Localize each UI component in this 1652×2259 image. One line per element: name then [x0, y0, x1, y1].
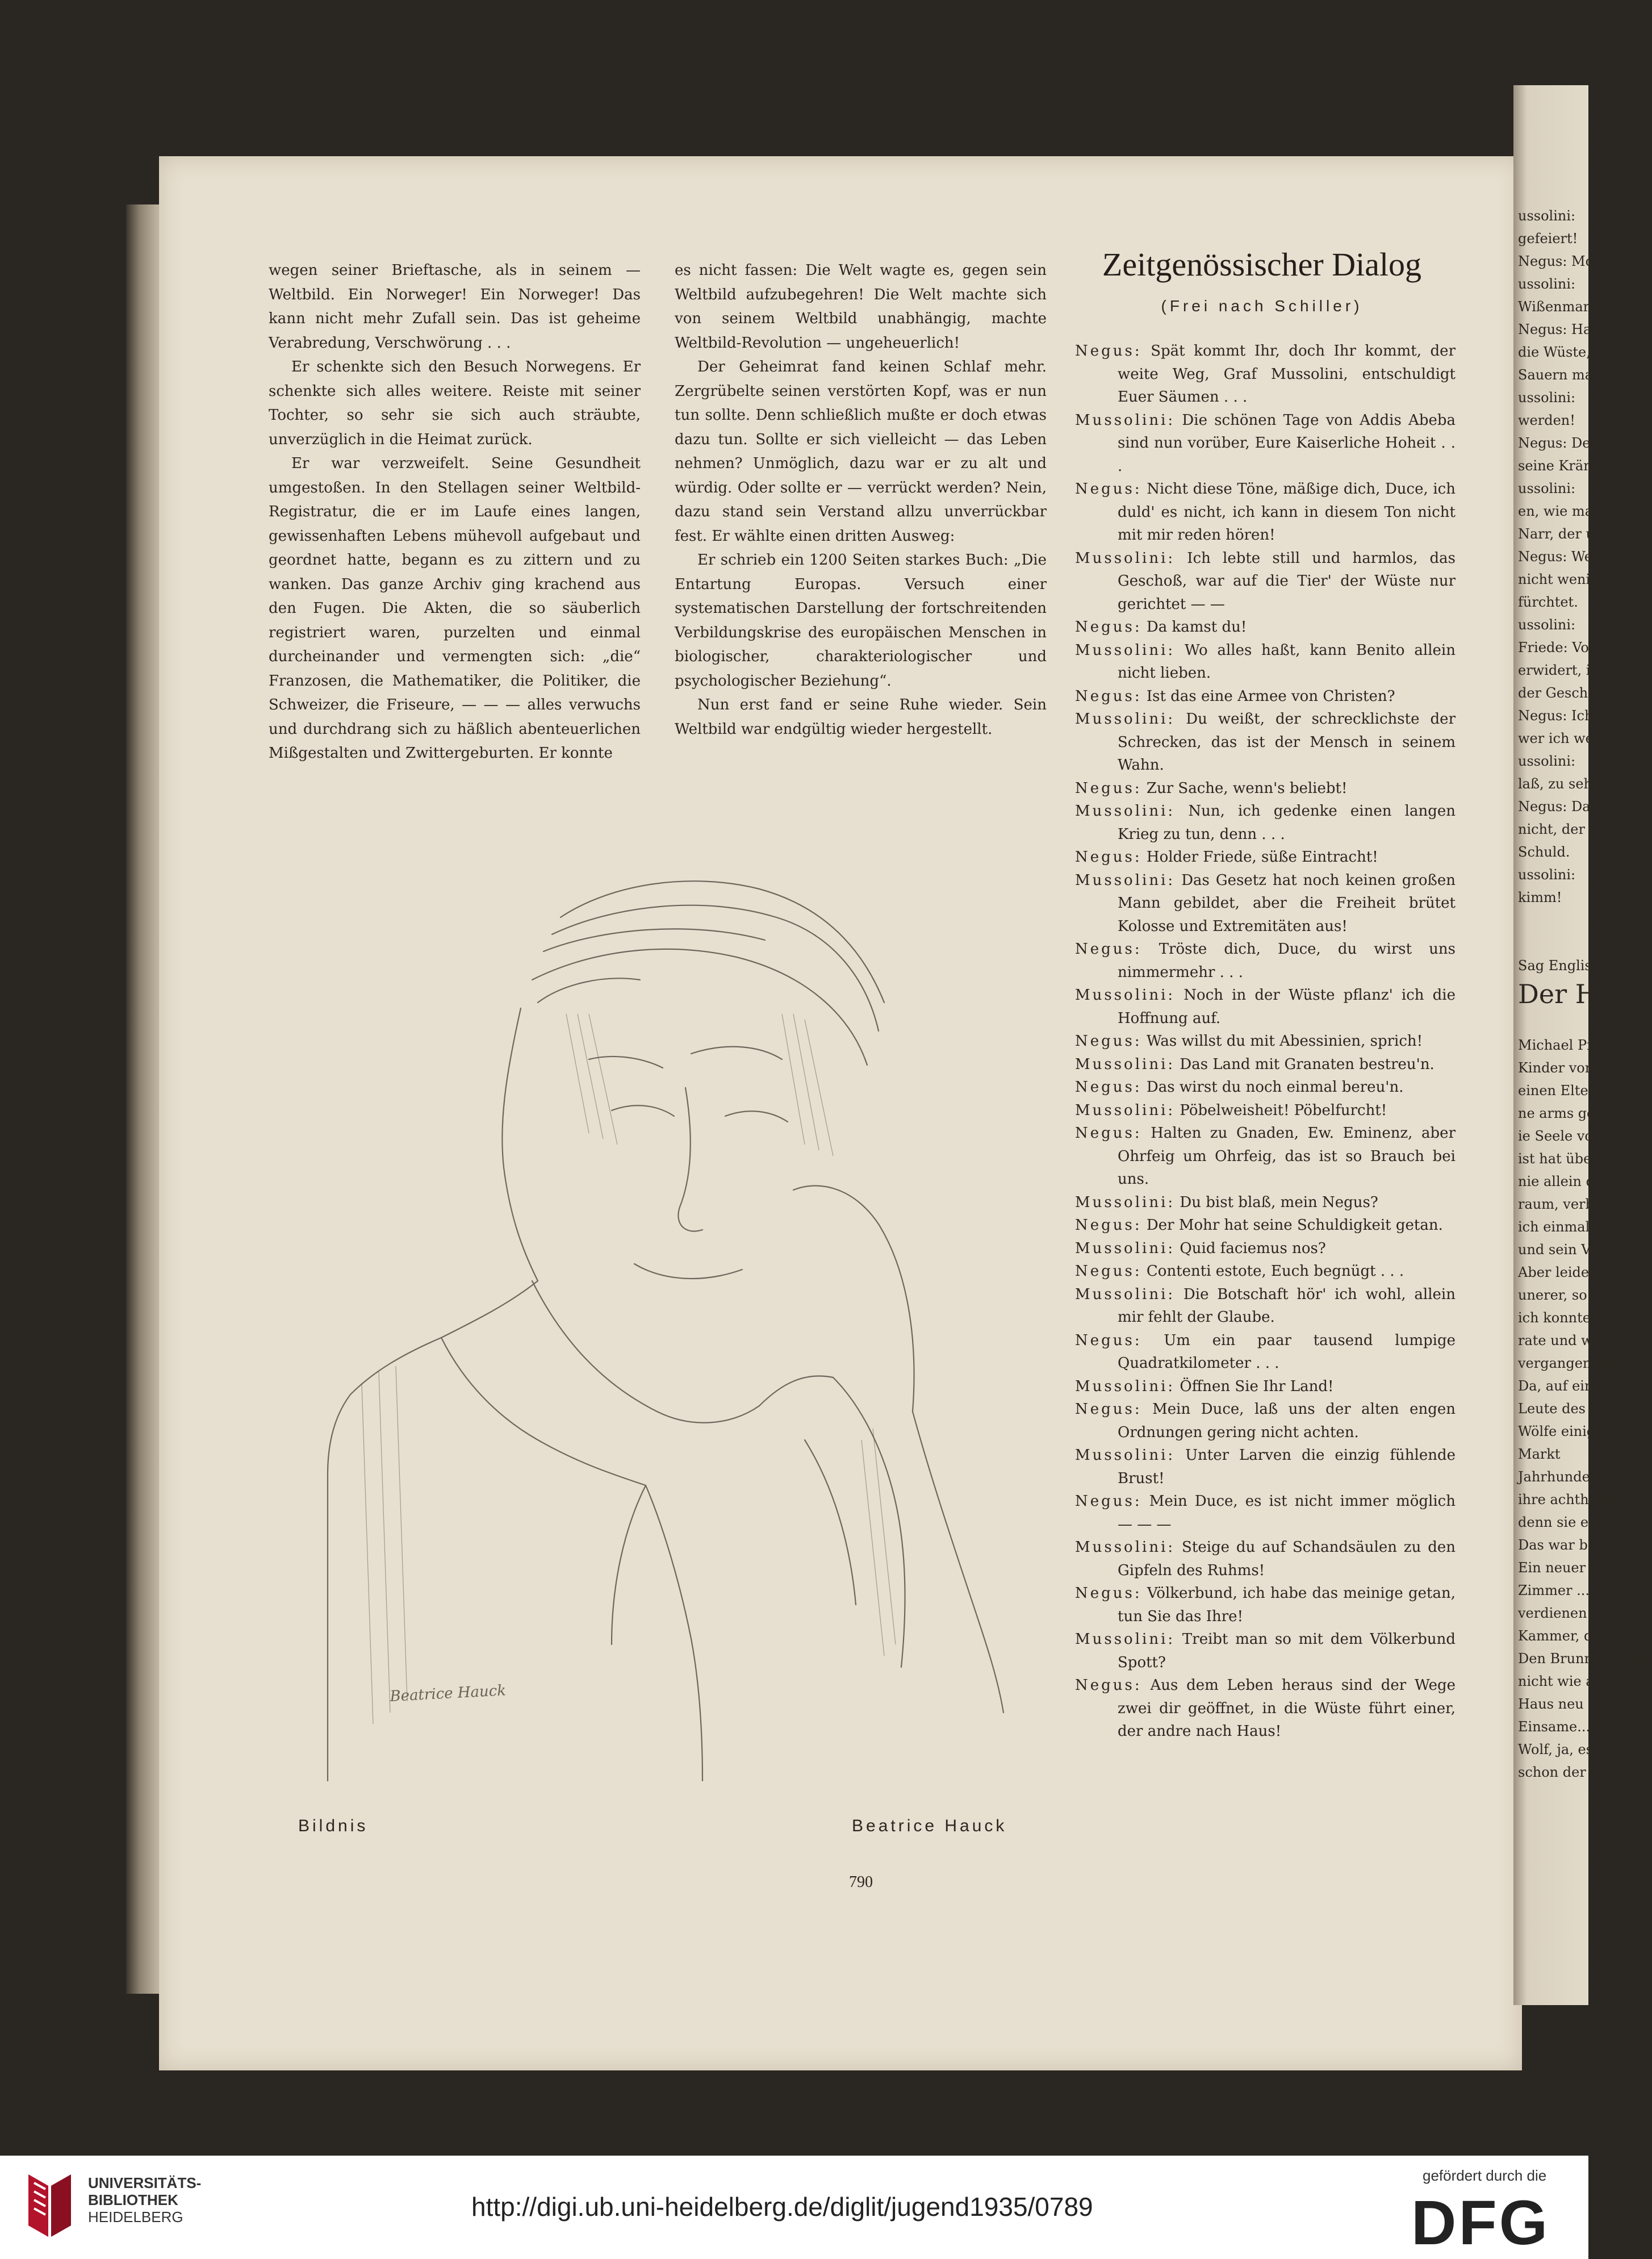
adjacent-page-line: erwidert, ich [1518, 662, 1607, 678]
adjacent-page-line: ne arms gebaut. [1518, 1105, 1630, 1121]
adjacent-page-line: nicht wie alle im [1518, 1673, 1633, 1689]
dialog-text: Zur Sache, wenn's beliebt! [1141, 779, 1348, 797]
adjacent-page-line: Jahrhundert [1518, 1469, 1602, 1485]
adjacent-page-line: ussolini: [1518, 276, 1576, 292]
speaker-name: Negus: [1075, 619, 1142, 636]
source-url-link[interactable]: http://digi.ub.uni-heidelberg.de/diglit/jugend1935/0789 [471, 2192, 1093, 2222]
dialog-text: Pöbelweisheit! Pöbelfurcht! [1175, 1101, 1387, 1119]
adjacent-page-line: Das war bei Pfe [1518, 1537, 1627, 1553]
adjacent-page-line: Kammer, decken, [1518, 1628, 1638, 1644]
adjacent-page-line: ussolini: [1518, 753, 1576, 769]
adjacent-page-line: Aber leider, [1518, 1264, 1599, 1280]
dialog-line [1075, 1283, 1456, 1329]
article-title: Zeitgenössischer Dialog [1102, 246, 1422, 283]
speaker-name: Negus: [1075, 343, 1142, 360]
adjacent-page-line: Negus: Das [1518, 799, 1597, 815]
dialog-line [1075, 777, 1456, 800]
dialog-text: Mein Duce, es ist nicht immer möglich — — — [1118, 1493, 1456, 1533]
adjacent-page-line: der Geschicht [1518, 685, 1615, 701]
adjacent-page-line: ich konnte, wenn [1518, 1310, 1637, 1326]
speaker-name: Mussolini: [1075, 711, 1176, 728]
dialog-line [1075, 1375, 1456, 1398]
adjacent-page-line: Negus: Dem [1518, 435, 1604, 451]
speaker-name: Negus: [1075, 687, 1142, 705]
adjacent-page-line: Negus: Ich [1518, 708, 1594, 724]
adjacent-page-line: Negus: Ha, [1518, 321, 1596, 337]
speaker-name: Negus: [1075, 1677, 1142, 1694]
adjacent-page-line: vergangen sind. [1518, 1355, 1629, 1371]
adjacent-page-line: seine Kränze [1518, 458, 1608, 474]
dialog-line [1075, 1444, 1456, 1490]
adjacent-page-line: nicht wenige [1518, 571, 1607, 587]
speaker-name: Mussolini: [1075, 1377, 1176, 1395]
speaker-name: Negus: [1075, 941, 1142, 958]
paragraph: Der Geheimrat fand keinen Schlaf mehr. Zergrübelte seinen verstörten Kopf, was er nun tun sollte. Denn schließlich mußte er doch etwas dazu tun. Sollte er sich vielleicht — das Leben nehmen? Unmöglich, dazu war er zu alt und würdig. Oder sollte er — verrückt werden? Nein, dazu stand sein Verstand allzu unverrückbar fest. Er wählte einen dritten Ausweg: [675, 358, 1047, 545]
adjacent-page-line: Wolf, ja, es [1518, 1742, 1593, 1757]
dialog-text: Die Botschaft hör' ich wohl, allein mir fehlt der Glaube. [1118, 1285, 1456, 1326]
adjacent-page-line: unerer, so daß [1518, 1287, 1617, 1303]
adjacent-page-line: schon der Kinder [1518, 1764, 1637, 1780]
adjacent-page-line: werden! [1518, 412, 1575, 428]
dfg-logo: DFG [1411, 2188, 1550, 2258]
adjacent-page-line: die Wüste, [1518, 344, 1591, 360]
dialog-line [1075, 1214, 1456, 1237]
dialog-text: Das Land mit Granaten bestreu'n. [1175, 1055, 1434, 1073]
speaker-name: Mussolini: [1075, 549, 1176, 567]
dialog-text: Spät kommt Ihr, doch Ihr kommt, der weite Weg, Graf Mussolini, entschuldigt Euer Säumen . . . [1118, 343, 1456, 406]
dialog-text: Unter Larven die einzig fühlende Brust! [1118, 1447, 1456, 1487]
dialog-line [1075, 1628, 1456, 1674]
dialog-line [1075, 1122, 1456, 1191]
dialog-line [1075, 800, 1456, 846]
speaker-name: Negus: [1075, 1079, 1142, 1096]
speaker-name: Mussolini: [1075, 411, 1176, 429]
paragraph: es nicht fassen: Die Welt wagte es, gegen sein Weltbild aufzubegehren! Die Welt machte sich von seinem Weltbild unabhängig, machte Weltbild-Revolution — ungeheuerlich! [675, 262, 1047, 352]
adjacent-page-line: Sauern mach [1518, 367, 1609, 383]
dialog-text: Ist das eine Armee von Christen? [1141, 687, 1395, 705]
speaker-name: Mussolini: [1075, 641, 1176, 659]
speaker-name: Negus: [1075, 779, 1142, 797]
dialog-text: Tröste dich, Duce, du wirst uns nimmermehr . . . [1118, 941, 1456, 981]
speaker-name: Mussolini: [1075, 1239, 1176, 1257]
adjacent-page-line [1518, 1011, 1588, 1034]
dialog-line [1075, 1329, 1456, 1375]
speaker-name: Mussolini: [1075, 871, 1176, 889]
adjacent-page-line: nie allein darüber [1518, 1174, 1642, 1189]
paragraph: Er war verzweifelt. Seine Gesundheit umgestoßen. In den Stellagen seiner Weltbild-Registratur, die er im Laufe eines langen, gewissenhaften Lebens mühevoll aufgebaut und geordnet hatte, begann es zu zittern und zu wanken. Das ganze Archiv ging krachend aus den Fugen. Die Akten, die so säuberlich registriert waren, purzelten und einmal durcheinander und vermengten sich: „die“ Franzosen, die Mathematiker, die Politiker, die Schweizer, die Friseure, — — — alles verwuchs und durchdrang sich zu häßlich abenteuerlichen Mißgestalten und Zwittergeburten. Er konnte [269, 455, 641, 762]
dialog-text: Nun, ich gedenke einen langen Krieg zu tun, denn . . . [1118, 803, 1456, 843]
institution-line-3: HEIDELBERG [88, 2208, 183, 2225]
institution-line-2: BIBLIOTHEK [88, 2191, 178, 2208]
adjacent-page-line: raum, verbessern [1518, 1196, 1640, 1212]
dialog-line [1075, 1582, 1456, 1628]
artist-signature: Beatrice Hauck [389, 1682, 507, 1705]
dialog-text: Du weißt, der schrecklichste der Schrecken, das ist der Mensch in seinem Wahn. [1118, 711, 1456, 774]
adjacent-page-line: ist hat über et [1518, 1151, 1616, 1167]
adjacent-page-line: Negus: Wer [1518, 549, 1599, 565]
dialog-text: Der Mohr hat seine Schuldigkeit getan. [1141, 1217, 1443, 1234]
adjacent-page-line: Ein neuer Bod [1518, 1560, 1617, 1576]
dialog-line [1075, 1191, 1456, 1214]
text-column-middle [675, 258, 1047, 741]
adjacent-page-line: Der H [1518, 979, 1598, 1009]
dialog-text: Da kamst du! [1141, 619, 1247, 636]
dialog-line [1075, 938, 1456, 984]
dialog-line [1075, 1398, 1456, 1444]
dialog-text: Das Gesetz hat noch keinen großen Mann gebildet, aber die Freiheit brütet Kolosse und Extremitäten aus! [1118, 871, 1456, 935]
dialog-line [1075, 409, 1456, 478]
adjacent-page-line: fürchtet. [1518, 594, 1578, 610]
adjacent-page-line: Kinder vom Dorf [1518, 1060, 1633, 1076]
paragraph: wegen seiner Brieftasche, als in seinem — Weltbild. Ein Norweger! Ein Norweger! Das kann nicht mehr Zufall sein. Das ist geheime Verabredung, Verschwörung . . . [269, 262, 641, 352]
adjacent-page-line: ussolini: [1518, 481, 1576, 496]
book-spine-edge [126, 204, 160, 1994]
adjacent-page-line: Narr, der u [1518, 526, 1595, 542]
adjacent-page-text [1513, 85, 1652, 1784]
dialog-text: Ich lebte still und harmlos, das Geschoß, war auf die Tier' der Wüste nur gerichtet — — [1118, 549, 1456, 613]
adjacent-page-line: Leute des Herrn [1518, 1401, 1632, 1417]
adjacent-page-line: Wölfe einigen [1518, 1423, 1612, 1439]
dialog-text: Völkerbund, ich habe das meinige getan, tun Sie das Ihre! [1118, 1585, 1456, 1625]
speaker-name: Negus: [1075, 849, 1142, 866]
text-column-left [269, 258, 641, 766]
adjacent-page-line: Schuld. [1518, 844, 1570, 860]
speaker-name: Mussolini: [1075, 1539, 1176, 1556]
dialog-text: Das wirst du noch einmal bereu'n. [1141, 1079, 1404, 1096]
adjacent-page-line: ich einmal in de [1518, 1219, 1629, 1235]
dialog-line [1075, 685, 1456, 708]
dialog-text: Um ein paar tausend lumpige Quadratkilometer . . . [1118, 1331, 1456, 1372]
adjacent-page-line: denn sie einem [1518, 1514, 1623, 1530]
dialog-line [1075, 1030, 1456, 1053]
portrait-sketch [294, 872, 1032, 1792]
dialog-line [1075, 478, 1456, 547]
adjacent-page-line: einen Eltern geerb [1518, 1083, 1648, 1099]
paragraph: Nun erst fand er seine Ruhe wieder. Sein Weltbild war endgültig wieder hergestellt. [675, 696, 1047, 738]
speaker-name: Mussolini: [1075, 1193, 1176, 1211]
speaker-name: Negus: [1075, 1033, 1142, 1050]
caption-title: Bildnis [298, 1817, 369, 1835]
adjacent-page-line: ie Seele vor [1518, 1128, 1600, 1144]
adjacent-page-line: ussolini: [1518, 390, 1576, 406]
speaker-name: Negus: [1075, 1217, 1142, 1234]
speaker-name: Negus: [1075, 1125, 1142, 1142]
dialog-line [1075, 846, 1456, 869]
adjacent-page-line: Michael Pfeil [1518, 1037, 1609, 1053]
dialog-line [1075, 1053, 1456, 1076]
adjacent-page-line: Den Brunnen einen [1518, 1651, 1652, 1667]
adjacent-page-line: ussolini: [1518, 867, 1576, 883]
adjacent-page-line: Da, auf einma [1518, 1378, 1615, 1394]
speaker-name: Mussolini: [1075, 803, 1176, 820]
adjacent-page-line: Zimmer ... drei [1518, 1582, 1622, 1598]
dialog-line [1075, 1260, 1456, 1283]
dialog-text: Contenti estote, Euch begnügt . . . [1141, 1263, 1404, 1280]
adjacent-page-line: Markt [1518, 1446, 1561, 1462]
dialog-column [1075, 340, 1456, 1743]
adjacent-page-line: rate und wenn [1518, 1333, 1618, 1348]
dialog-text: Holder Friede, süße Eintracht! [1141, 849, 1378, 866]
dialog-text: Steige du auf Schandsäulen zu den Gipfeln des Ruhms! [1118, 1539, 1456, 1579]
dialog-text: Öffnen Sie Ihr Land! [1175, 1377, 1334, 1395]
university-library-logo-icon [17, 2169, 80, 2240]
speaker-name: Mussolini: [1075, 1101, 1176, 1119]
adjacent-page-line: wer ich weiß [1518, 730, 1607, 746]
institution-line-1: UNIVERSITÄTS- [88, 2174, 202, 2191]
dialog-line [1075, 1490, 1456, 1536]
dialog-line [1075, 708, 1456, 777]
dialog-line [1075, 616, 1456, 639]
adjacent-page-line: Haus neu [1518, 1696, 1584, 1712]
adjacent-page-line: und sein Verdiens [1518, 1242, 1642, 1258]
adjacent-page-line [1518, 909, 1588, 932]
adjacent-page-line: ussolini: [1518, 617, 1576, 633]
dialog-text: Wo alles haßt, kann Benito allein nicht lieben. [1118, 641, 1456, 682]
dialog-line [1075, 869, 1456, 938]
adjacent-page-line: gefeiert! [1518, 231, 1578, 247]
dialog-line [1075, 1674, 1456, 1743]
dialog-text: Noch in der Wüste pflanz' ich die Hoffnung auf. [1118, 987, 1456, 1027]
dialog-line [1075, 547, 1456, 616]
dialog-text: Treibt man so mit dem Völkerbund Spott? [1118, 1631, 1456, 1671]
adjacent-page-line: Wißenmann [1518, 299, 1601, 315]
adjacent-page-line: ihre achthundert [1518, 1492, 1636, 1508]
adjacent-page-line: Sag Englischa [1518, 958, 1616, 974]
speaker-name: Mussolini: [1075, 1447, 1176, 1464]
paragraph: Er schenkte sich den Besuch Norwegens. Er schenkte sich alles weitere. Reiste mit seiner Tochter, so sehr sie sich auch sträubte, unverzüglich in die Heimat zurück. [269, 358, 641, 448]
adjacent-page-line: kimm! [1518, 890, 1562, 905]
speaker-name: Mussolini: [1075, 1631, 1176, 1648]
article-subtitle: (Frei nach Schiller) [1161, 297, 1363, 315]
speaker-name: Negus: [1075, 1331, 1142, 1349]
adjacent-page-line: laß, zu sehe [1518, 776, 1601, 792]
dialog-text: Die schönen Tage von Addis Abeba sind nun vorüber, Eure Kaiserliche Hoheit . . . [1118, 411, 1456, 475]
dialog-text: Halten zu Gnaden, Ew. Eminenz, aber Ohrfeig um Ohrfeig, das ist so Brauch bei uns. [1118, 1125, 1456, 1188]
adjacent-page-edge [1513, 85, 1652, 2005]
dialog-line [1075, 984, 1456, 1030]
adjacent-page-line: ussolini: [1518, 208, 1576, 224]
adjacent-page-line: Negus: Mort [1518, 253, 1606, 269]
dialog-line [1075, 340, 1456, 409]
speaker-name: Mussolini: [1075, 1285, 1176, 1303]
dialog-line [1075, 1237, 1456, 1260]
dialog-text: Nicht diese Töne, mäßige dich, Duce, ich duld' es nicht, ich kann in diesem Ton nicht mit mir reden hören! [1118, 481, 1456, 544]
speaker-name: Negus: [1075, 1401, 1142, 1418]
speaker-name: Negus: [1075, 481, 1142, 498]
speaker-name: Negus: [1075, 1585, 1142, 1602]
dialog-line [1075, 1099, 1456, 1122]
adjacent-page-line: en, wie man [1518, 503, 1602, 519]
speaker-name: Negus: [1075, 1493, 1142, 1510]
dialog-text: Du bist blaß, mein Negus? [1175, 1193, 1378, 1211]
adjacent-page-line: verdienen ... das [1518, 1605, 1633, 1621]
adjacent-page-line: nicht, der [1518, 821, 1585, 837]
adjacent-page-line: Einsame... da [1518, 1719, 1612, 1735]
paragraph: Er schrieb ein 1200 Seiten starkes Buch: „Die Entartung Europas. Versuch einer systematischen Darstellung der fortschreitenden Verbildungskrise des europäischen Menschen in biologischer, charakteriologischer und psychologischer Beziehung“. [675, 552, 1047, 690]
caption-artist: Beatrice Hauck [852, 1817, 1007, 1835]
dialog-text: Mein Duce, laß uns der alten engen Ordnungen gering nicht achten. [1118, 1401, 1456, 1441]
page-number: 790 [849, 1873, 873, 1891]
funding-note: gefördert durch die [1423, 2167, 1547, 2184]
dialog-text: Was willst du mit Abessinien, sprich! [1141, 1033, 1423, 1050]
speaker-name: Negus: [1075, 1263, 1142, 1280]
university-library-name [88, 2174, 201, 2225]
dialog-line [1075, 639, 1456, 685]
adjacent-page-line: Friede: Von d [1518, 640, 1611, 655]
dialog-line [1075, 1536, 1456, 1582]
dialog-text: Aus dem Leben heraus sind der Wege zwei dir geöffnet, in die Wüste führt einer, der andre nach Haus! [1118, 1677, 1456, 1740]
dialog-text: Quid faciemus nos? [1175, 1239, 1326, 1257]
speaker-name: Mussolini: [1075, 1055, 1176, 1073]
adjacent-page-line [1518, 932, 1588, 954]
speaker-name: Mussolini: [1075, 987, 1176, 1004]
dialog-line [1075, 1076, 1456, 1099]
